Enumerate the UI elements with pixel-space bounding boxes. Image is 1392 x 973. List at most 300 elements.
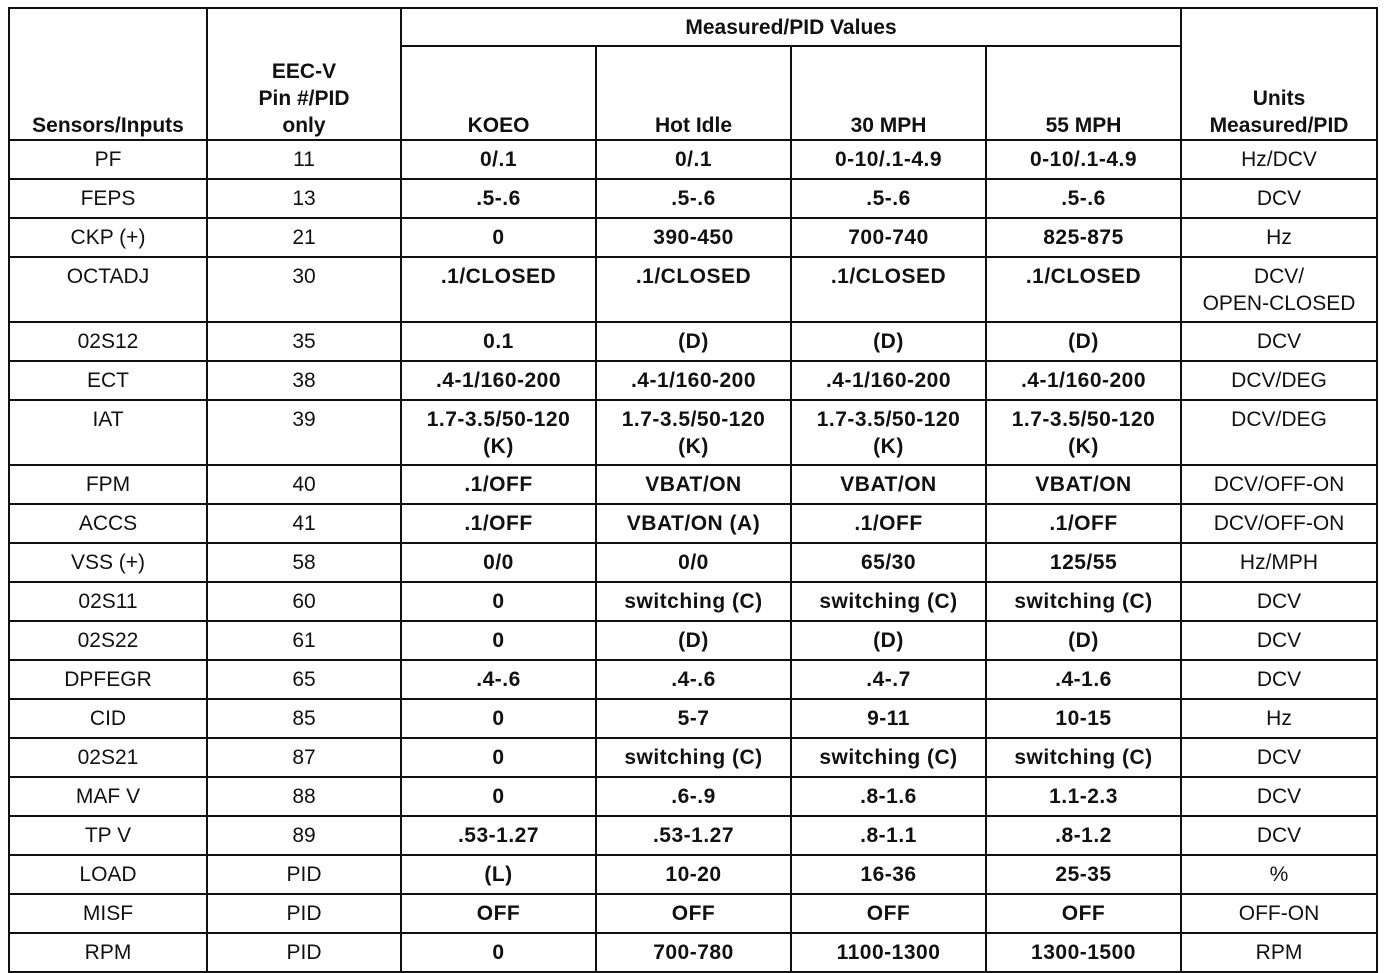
cell-hot-idle [596, 582, 791, 621]
cell-sensor [9, 361, 207, 400]
header-measured-group-label: Measured/PID Values [685, 15, 897, 39]
cell-30-mph-text: (D) [873, 629, 904, 652]
cell-hot-idle-text: 700-780 [653, 941, 734, 964]
cell-hot-idle [596, 504, 791, 543]
cell-hot-idle-text: .1/CLOSED [635, 265, 752, 288]
cell-30-mph [791, 400, 986, 465]
cell-koeo [401, 322, 596, 361]
cell-koeo-text: (L) [484, 863, 513, 886]
cell-55-mph-text: 825-875 [1043, 226, 1124, 249]
cell-koeo-text: 0 [492, 746, 505, 769]
cell-koeo [401, 465, 596, 504]
cell-55-mph-text: .8-1.2 [1055, 824, 1112, 847]
cell-units [1181, 894, 1377, 933]
cell-pin [207, 218, 401, 257]
cell-koeo-text: .53-1.27 [457, 824, 540, 847]
cell-koeo [401, 660, 596, 699]
header-30-mph [791, 46, 986, 140]
cell-pin [207, 660, 401, 699]
cell-units-text: DCV [1256, 668, 1302, 691]
cell-hot-idle-text: .4-.6 [671, 668, 716, 691]
cell-55-mph [986, 582, 1181, 621]
cell-units-text: DCV [1256, 785, 1302, 808]
cell-units [1181, 543, 1377, 582]
cell-units-text: DCV [1256, 187, 1302, 210]
cell-pin [207, 894, 401, 933]
cell-pin-text: 38 [292, 369, 316, 392]
cell-units [1181, 257, 1377, 322]
cell-sensor-text: CKP (+) [70, 226, 146, 249]
cell-sensor [9, 400, 207, 465]
cell-30-mph [791, 140, 986, 179]
cell-30-mph [791, 257, 986, 322]
cell-sensor [9, 621, 207, 660]
cell-koeo-text: 0 [492, 785, 505, 808]
cell-koeo-text: .4-.6 [476, 668, 521, 691]
cell-hot-idle-text: 390-450 [653, 226, 734, 249]
cell-55-mph [986, 738, 1181, 777]
table-row [9, 257, 1377, 322]
cell-55-mph-text: 1.1-2.3 [1049, 785, 1118, 808]
cell-koeo [401, 894, 596, 933]
cell-hot-idle [596, 660, 791, 699]
table-row [9, 699, 1377, 738]
cell-pin [207, 322, 401, 361]
cell-koeo-text: OFF [476, 902, 521, 925]
cell-pin-text: 21 [292, 226, 316, 249]
cell-30-mph-text: 1100-1300 [836, 941, 941, 964]
cell-pin-text: 61 [292, 629, 316, 652]
cell-units [1181, 660, 1377, 699]
table-row [9, 400, 1377, 465]
cell-55-mph-text: 10-15 [1055, 707, 1112, 730]
cell-hot-idle [596, 777, 791, 816]
cell-30-mph-text: 16-36 [860, 863, 917, 886]
cell-30-mph-text: (D) [873, 330, 904, 353]
cell-pin [207, 179, 401, 218]
cell-pin-text: 41 [292, 512, 316, 535]
cell-pin [207, 738, 401, 777]
cell-hot-idle-text: (D) [678, 330, 709, 353]
cell-sensor-text: ACCS [78, 512, 138, 535]
cell-hot-idle [596, 699, 791, 738]
cell-55-mph [986, 504, 1181, 543]
cell-pin-text: 89 [292, 824, 316, 847]
cell-pin-text: 30 [292, 265, 316, 288]
cell-55-mph-text: .4-1/160-200 [1020, 369, 1147, 392]
cell-sensor-text: TP V [84, 824, 132, 847]
header-pin [207, 8, 401, 140]
cell-koeo-text: .1/OFF [464, 473, 533, 496]
cell-units [1181, 738, 1377, 777]
table-row [9, 140, 1377, 179]
cell-pin-text: 85 [292, 707, 316, 730]
cell-pin [207, 543, 401, 582]
cell-30-mph [791, 816, 986, 855]
header-units [1181, 8, 1377, 140]
cell-units-text: DCV [1256, 746, 1302, 769]
cell-units-text: Hz/MPH [1239, 551, 1319, 574]
cell-koeo-text: .5-.6 [476, 187, 521, 210]
cell-koeo [401, 543, 596, 582]
cell-55-mph-text: (D) [1068, 629, 1099, 652]
cell-30-mph [791, 699, 986, 738]
cell-hot-idle-text: VBAT/ON [645, 473, 742, 496]
cell-55-mph [986, 816, 1181, 855]
cell-koeo [401, 504, 596, 543]
cell-55-mph-text: 0-10/.1-4.9 [1029, 148, 1138, 171]
cell-koeo [401, 257, 596, 322]
cell-30-mph-text: 9-11 [867, 707, 910, 730]
cell-55-mph [986, 140, 1181, 179]
cell-sensor [9, 257, 207, 322]
cell-55-mph-text: .5-.6 [1061, 187, 1106, 210]
cell-koeo-text: .1/CLOSED [440, 265, 557, 288]
cell-pin-text: PID [286, 941, 322, 964]
cell-koeo [401, 400, 596, 465]
header-55-mph-label: 55 MPH [1045, 114, 1122, 137]
cell-units [1181, 855, 1377, 894]
cell-hot-idle-text: switching (C) [624, 590, 763, 613]
cell-30-mph [791, 738, 986, 777]
cell-koeo-text: 0 [492, 629, 505, 652]
cell-55-mph [986, 660, 1181, 699]
cell-30-mph [791, 543, 986, 582]
cell-55-mph-text: 125/55 [1049, 551, 1118, 574]
cell-sensor-text: ECT [87, 369, 129, 392]
cell-sensor [9, 504, 207, 543]
cell-sensor-text: 02S11 [78, 590, 138, 613]
cell-koeo [401, 816, 596, 855]
cell-units-text: Hz/DCV [1241, 148, 1317, 171]
cell-sensor-text: PF [94, 148, 122, 171]
header-30-mph-label: 30 MPH [850, 114, 927, 137]
cell-hot-idle [596, 894, 791, 933]
cell-koeo [401, 738, 596, 777]
table-row [9, 322, 1377, 361]
cell-30-mph-text: 0-10/.1-4.9 [834, 148, 943, 171]
cell-30-mph [791, 322, 986, 361]
cell-pin [207, 504, 401, 543]
cell-koeo [401, 361, 596, 400]
cell-hot-idle [596, 179, 791, 218]
table-row [9, 621, 1377, 660]
cell-pin-text: 60 [292, 590, 316, 613]
cell-hot-idle [596, 257, 791, 322]
cell-55-mph [986, 543, 1181, 582]
cell-koeo-text: 1.7-3.5/50-120 (K) [426, 408, 571, 458]
cell-30-mph-text: 700-740 [848, 226, 929, 249]
cell-hot-idle-text: 5-7 [677, 707, 710, 730]
cell-units-text: DCV [1256, 590, 1302, 613]
cell-55-mph-text: .1/CLOSED [1025, 265, 1142, 288]
cell-55-mph-text: (D) [1068, 330, 1099, 353]
cell-55-mph [986, 933, 1181, 972]
cell-30-mph [791, 894, 986, 933]
cell-sensor [9, 543, 207, 582]
cell-55-mph-text: 1.7-3.5/50-120 (K) [1011, 408, 1156, 458]
header-units-line2: Measured/PID [1209, 114, 1349, 137]
table-row [9, 543, 1377, 582]
cell-30-mph-text: .8-1.6 [860, 785, 917, 808]
cell-units-text: OFF-ON [1238, 902, 1320, 925]
cell-55-mph-text: .1/OFF [1049, 512, 1118, 535]
cell-units-text: % [1269, 863, 1289, 886]
header-55-mph [986, 46, 1181, 140]
cell-sensor [9, 777, 207, 816]
cell-units-text: DCV [1256, 824, 1302, 847]
table-row [9, 179, 1377, 218]
cell-pin [207, 855, 401, 894]
cell-55-mph-text: 25-35 [1055, 863, 1112, 886]
cell-units-text: DCV [1256, 330, 1302, 353]
cell-sensor [9, 465, 207, 504]
cell-55-mph [986, 699, 1181, 738]
cell-units-text: Hz [1266, 707, 1292, 730]
header-koeo [401, 46, 596, 140]
cell-30-mph [791, 777, 986, 816]
cell-units [1181, 218, 1377, 257]
cell-sensor-text: MAF V [75, 785, 141, 808]
cell-55-mph-text: .4-1.6 [1055, 668, 1112, 691]
cell-pin [207, 816, 401, 855]
cell-pin [207, 465, 401, 504]
table-row [9, 777, 1377, 816]
header-hot-idle [596, 46, 791, 140]
table-row [9, 361, 1377, 400]
cell-30-mph-text: .4-.7 [866, 668, 911, 691]
cell-units [1181, 504, 1377, 543]
cell-koeo [401, 699, 596, 738]
cell-30-mph [791, 621, 986, 660]
cell-30-mph [791, 179, 986, 218]
cell-hot-idle [596, 621, 791, 660]
cell-hot-idle-text: .53-1.27 [652, 824, 735, 847]
cell-55-mph-text: switching (C) [1014, 746, 1153, 769]
header-sensors-label: Sensors/Inputs [32, 114, 184, 137]
cell-30-mph-text: 1.7-3.5/50-120 (K) [816, 408, 961, 458]
header-pin-line3: only [282, 114, 326, 137]
cell-pin-text: 35 [292, 330, 316, 353]
cell-units [1181, 179, 1377, 218]
cell-pin [207, 933, 401, 972]
table-row [9, 582, 1377, 621]
cell-sensor [9, 218, 207, 257]
cell-pin-text: PID [286, 902, 322, 925]
cell-sensor-text: MISF [82, 902, 134, 925]
cell-koeo [401, 179, 596, 218]
cell-hot-idle-text: 1.7-3.5/50-120 (K) [621, 408, 766, 458]
cell-sensor-text: VSS (+) [70, 551, 146, 574]
cell-30-mph-text: .1/CLOSED [830, 265, 947, 288]
cell-sensor [9, 816, 207, 855]
cell-hot-idle [596, 400, 791, 465]
cell-sensor-text: IAT [92, 408, 124, 431]
cell-sensor [9, 140, 207, 179]
cell-units [1181, 400, 1377, 465]
header-sensors [9, 8, 207, 140]
cell-sensor [9, 894, 207, 933]
cell-sensor [9, 933, 207, 972]
cell-koeo-text: 0/.1 [479, 148, 518, 171]
cell-sensor-text: RPM [84, 941, 132, 964]
cell-pin-text: 65 [292, 668, 316, 691]
cell-sensor [9, 322, 207, 361]
cell-30-mph [791, 504, 986, 543]
cell-pin [207, 621, 401, 660]
cell-hot-idle-text: .6-.9 [671, 785, 716, 808]
cell-sensor-text: LOAD [79, 863, 137, 886]
cell-30-mph [791, 218, 986, 257]
cell-30-mph-text: OFF [866, 902, 911, 925]
cell-koeo-text: 0 [492, 590, 505, 613]
cell-55-mph [986, 179, 1181, 218]
cell-55-mph [986, 361, 1181, 400]
cell-hot-idle-text: (D) [678, 629, 709, 652]
cell-hot-idle [596, 543, 791, 582]
cell-sensor [9, 738, 207, 777]
cell-koeo [401, 218, 596, 257]
cell-koeo-text: .4-1/160-200 [435, 369, 562, 392]
cell-sensor [9, 582, 207, 621]
cell-koeo [401, 582, 596, 621]
cell-pin-text: 87 [292, 746, 316, 769]
table-row [9, 504, 1377, 543]
cell-units [1181, 933, 1377, 972]
cell-koeo-text: 0 [492, 707, 505, 730]
cell-55-mph [986, 855, 1181, 894]
cell-30-mph-text: VBAT/ON [840, 473, 937, 496]
cell-pin [207, 777, 401, 816]
cell-hot-idle-text: VBAT/ON (A) [626, 512, 761, 535]
table-row [9, 660, 1377, 699]
cell-units-text: DCV/DEG [1231, 408, 1327, 431]
header-units-line1: Units [1252, 87, 1306, 110]
cell-sensor-text: DPFEGR [64, 668, 152, 691]
cell-units-text: Hz [1266, 226, 1292, 249]
cell-hot-idle [596, 140, 791, 179]
cell-hot-idle [596, 218, 791, 257]
table-row [9, 933, 1377, 972]
cell-hot-idle [596, 816, 791, 855]
cell-sensor-text: 02S12 [77, 330, 139, 353]
cell-pin-text: 39 [292, 408, 316, 431]
cell-pin-text: 11 [293, 148, 315, 171]
table-row [9, 465, 1377, 504]
cell-sensor [9, 699, 207, 738]
header-measured-group [401, 8, 1181, 46]
cell-30-mph-text: .4-1/160-200 [825, 369, 952, 392]
header-hot-idle-label: Hot Idle [655, 114, 732, 137]
cell-30-mph [791, 855, 986, 894]
cell-koeo [401, 621, 596, 660]
table-row [9, 218, 1377, 257]
cell-units [1181, 816, 1377, 855]
cell-hot-idle-text: 0/0 [678, 551, 709, 574]
cell-55-mph [986, 894, 1181, 933]
cell-units [1181, 699, 1377, 738]
cell-pin-text: PID [286, 863, 322, 886]
cell-hot-idle-text: OFF [671, 902, 716, 925]
cell-pin [207, 400, 401, 465]
table-row [9, 816, 1377, 855]
cell-30-mph-text: 65/30 [860, 551, 917, 574]
cell-pin [207, 257, 401, 322]
cell-hot-idle-text: 10-20 [665, 863, 722, 886]
cell-hot-idle [596, 465, 791, 504]
cell-sensor-text: FPM [85, 473, 131, 496]
cell-units [1181, 140, 1377, 179]
cell-units-text: DCV [1256, 629, 1302, 652]
cell-koeo [401, 855, 596, 894]
cell-30-mph-text: switching (C) [819, 746, 958, 769]
cell-55-mph [986, 400, 1181, 465]
cell-koeo-text: .1/OFF [464, 512, 533, 535]
cell-units [1181, 465, 1377, 504]
cell-30-mph [791, 933, 986, 972]
table-body [9, 140, 1377, 972]
cell-units-text: DCV/ OPEN-CLOSED [1202, 265, 1356, 315]
cell-koeo-text: 0.1 [483, 330, 514, 353]
cell-sensor-text: 02S22 [77, 629, 139, 652]
cell-koeo-text: 0/0 [483, 551, 514, 574]
cell-units-text: RPM [1255, 941, 1303, 964]
cell-55-mph-text: 1300-1500 [1031, 941, 1136, 964]
cell-pin [207, 140, 401, 179]
cell-units [1181, 777, 1377, 816]
header-row-top [9, 8, 1377, 46]
cell-units-text: DCV/DEG [1231, 369, 1327, 392]
cell-30-mph [791, 465, 986, 504]
cell-koeo [401, 777, 596, 816]
cell-sensor-text: OCTADJ [66, 265, 150, 288]
cell-55-mph [986, 621, 1181, 660]
cell-pin-text: 13 [292, 187, 316, 210]
table-row [9, 855, 1377, 894]
cell-hot-idle-text: switching (C) [624, 746, 763, 769]
table-row [9, 738, 1377, 777]
cell-55-mph-text: VBAT/ON [1035, 473, 1132, 496]
cell-hot-idle [596, 933, 791, 972]
cell-30-mph [791, 361, 986, 400]
cell-pin [207, 361, 401, 400]
cell-hot-idle [596, 361, 791, 400]
cell-55-mph-text: switching (C) [1014, 590, 1153, 613]
cell-55-mph [986, 257, 1181, 322]
cell-units [1181, 322, 1377, 361]
cell-hot-idle-text: 0/.1 [674, 148, 713, 171]
cell-units [1181, 582, 1377, 621]
header-koeo-label: KOEO [467, 114, 530, 137]
cell-sensor [9, 855, 207, 894]
cell-hot-idle-text: .4-1/160-200 [630, 369, 757, 392]
cell-units-text: DCV/OFF-ON [1213, 473, 1345, 496]
cell-koeo-text: 0 [492, 941, 505, 964]
cell-sensor-text: CID [89, 707, 127, 730]
header-pin-line2: Pin #/PID [258, 87, 350, 110]
cell-hot-idle [596, 855, 791, 894]
cell-sensor [9, 660, 207, 699]
cell-30-mph-text: .1/OFF [854, 512, 923, 535]
cell-units-text: DCV/OFF-ON [1213, 512, 1345, 535]
cell-pin [207, 699, 401, 738]
cell-pin-text: 58 [292, 551, 316, 574]
cell-30-mph [791, 582, 986, 621]
cell-hot-idle [596, 738, 791, 777]
cell-units [1181, 361, 1377, 400]
table-row [9, 894, 1377, 933]
cell-30-mph-text: switching (C) [819, 590, 958, 613]
